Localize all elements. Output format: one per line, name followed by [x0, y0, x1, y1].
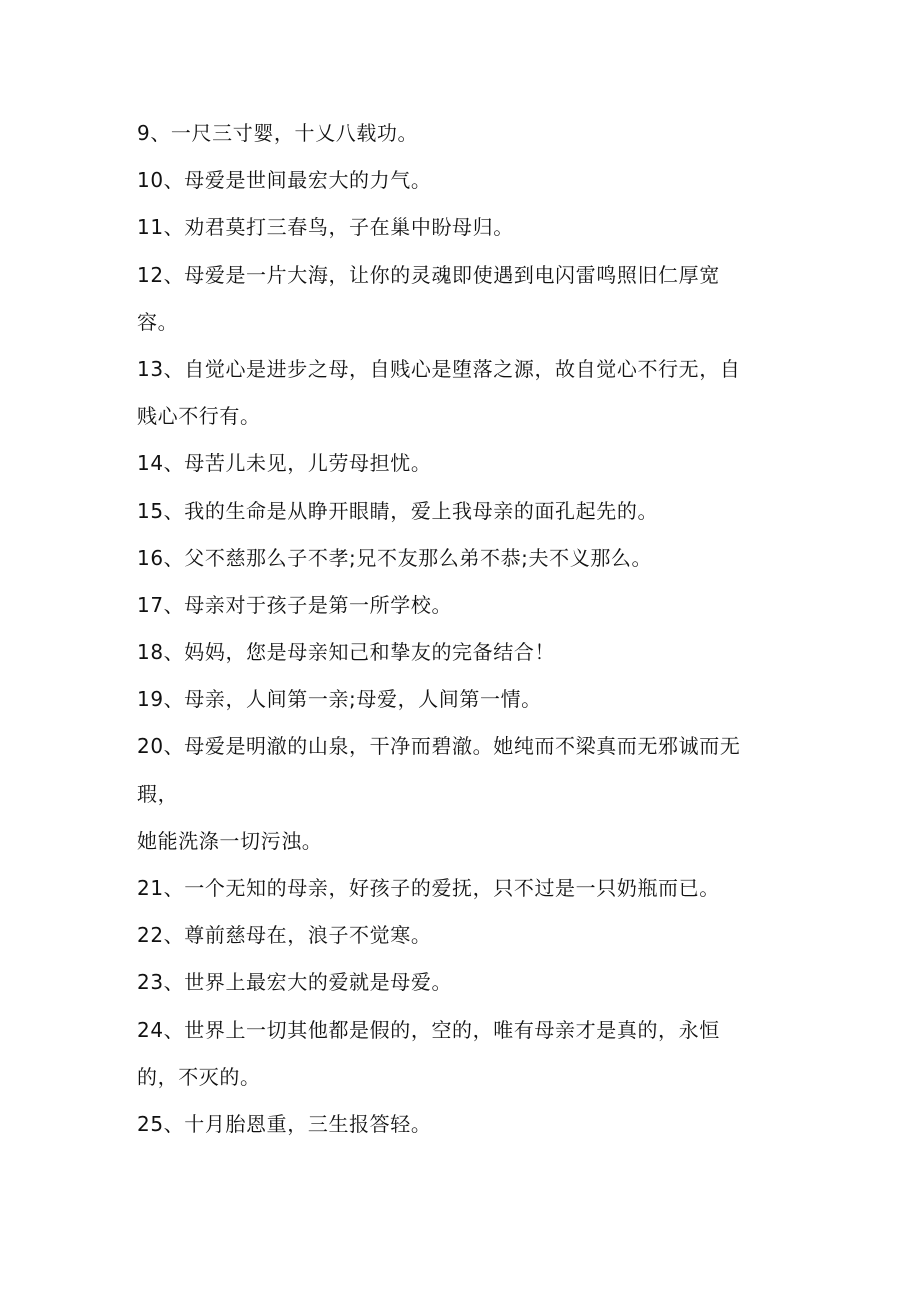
text-line: 18、妈妈，您是母亲知己和挚友的完备结合！: [137, 640, 556, 665]
text-line: 9、一尺三寸婴，十乂八载功。: [137, 121, 419, 145]
text-line: 的，不灭的。: [137, 1064, 261, 1089]
text-line: 10、母爱是世间最宏大的力气。: [137, 168, 432, 193]
text-line: 16、父不慈那么子不孝;兄不友那么弟不恭;夫不义那么。: [137, 545, 653, 570]
text-line: 14、母苦儿未见，儿劳母担忧。: [137, 451, 432, 476]
text-line: 12、母爱是一片大海，让你的灵魂即使遇到电闪雷鸣照旧仁厚宽: [137, 262, 720, 287]
text-line: 24、世界上一切其他都是假的，空的，唯有母亲才是真的，永恒: [137, 1017, 720, 1042]
text-line: 22、尊前慈母在，浪子不觉寒。: [137, 923, 432, 948]
text-line: 17、母亲对于孩子是第一所学校。: [137, 592, 453, 617]
text-line: 容。: [137, 309, 179, 334]
text-line: 15、我的生命是从睁开眼睛，爱上我母亲的面孔起先的。: [137, 498, 659, 523]
text-line: 瑕，: [137, 781, 179, 806]
text-line: 她能洗涤一切污浊。: [137, 828, 323, 853]
text-line: 25、十月胎恩重，三生报答轻。: [137, 1111, 432, 1136]
text-line: 11、劝君莫打三春鸟，子在巢中盼母归。: [137, 215, 514, 240]
text-line: 21、一个无知的母亲，好孩子的爱抚，只不过是一只奶瓶而已。: [137, 876, 720, 900]
text-line: 23、世界上最宏大的爱就是母爱。: [137, 970, 453, 995]
text-line: 13、自觉心是进步之母，自贱心是堕落之源，故自觉心不行无，自: [137, 356, 741, 381]
text-line: 19、母亲，人间第一亲;母爱，人间第一情。: [137, 687, 542, 712]
text-line: 贱心不行有。: [137, 404, 261, 429]
text-line: 20、母爱是明澈的山泉，干净而碧澈。她纯而不梁真而无邪诚而无: [137, 734, 741, 759]
document-body: [137, 110, 777, 1148]
